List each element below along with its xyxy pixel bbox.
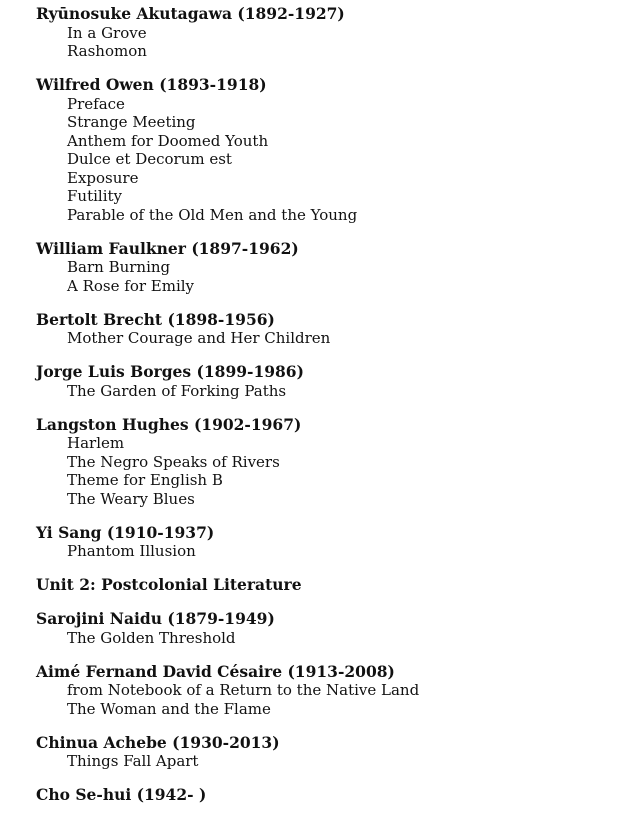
author-heading: Jorge Luis Borges (1899-1986) xyxy=(36,362,304,381)
author-group xyxy=(36,610,616,647)
work-title: The Weary Blues xyxy=(67,489,195,508)
work-title: Futility xyxy=(67,187,122,205)
author-group xyxy=(36,786,616,805)
work-title: The Woman and the Flame xyxy=(67,699,271,718)
author-heading: Yi Sang (1910-1937) xyxy=(36,522,215,542)
author-group xyxy=(36,734,616,771)
author-heading: Wilfred Owen (1893-1918) xyxy=(36,75,267,94)
author-heading: Ryūnosuke Akutagawa (1892-1927) xyxy=(36,4,345,23)
author-heading: Chinua Achebe (1930-2013) xyxy=(36,732,280,752)
unit-heading-group xyxy=(36,576,616,595)
author-group xyxy=(36,76,616,224)
work-title: The Negro Speaks of Rivers xyxy=(67,452,280,471)
work-title: Strange Meeting xyxy=(67,113,196,131)
work-title: A Rose for Emily xyxy=(67,276,195,295)
work-title: Exposure xyxy=(67,168,139,187)
work-title: from Notebook of a Return to the Native Land xyxy=(67,681,420,699)
author-group xyxy=(36,311,616,348)
work-title: Things Fall Apart xyxy=(67,752,199,770)
work-title: Theme for English B xyxy=(67,471,223,489)
author-heading: William Faulkner (1897-1962) xyxy=(36,238,299,258)
author-group xyxy=(36,524,616,561)
author-heading: Bertolt Brecht (1898-1956) xyxy=(36,309,275,329)
unit-heading: Unit 2: Postcolonial Literature xyxy=(36,575,302,594)
author-group xyxy=(36,416,616,509)
author-heading: Aimé Fernand David Césaire (1913-2008) xyxy=(36,661,395,681)
work-title: The Golden Threshold xyxy=(67,628,236,647)
work-title: Preface xyxy=(67,94,125,113)
work-title: Anthem for Doomed Youth xyxy=(67,131,269,150)
work-title: The Garden of Forking Paths xyxy=(67,381,287,400)
author-group xyxy=(36,363,616,400)
work-title: Mother Courage and Her Children xyxy=(67,329,331,347)
author-group xyxy=(36,240,616,296)
work-title: Harlem xyxy=(67,434,125,452)
author-heading: Cho Se-hui (1942- ) xyxy=(36,785,207,804)
work-title: Phantom Illusion xyxy=(67,542,196,560)
work-title: Barn Burning xyxy=(67,258,171,276)
author-group xyxy=(36,663,616,719)
author-heading: Sarojini Naidu (1879-1949) xyxy=(36,609,275,628)
author-group xyxy=(36,5,616,61)
reading-list xyxy=(36,5,616,820)
work-title: Parable of the Old Men and the Young xyxy=(67,205,358,224)
work-title: In a Grove xyxy=(67,23,147,42)
work-title: Dulce et Decorum est xyxy=(67,150,232,168)
work-title: Rashomon xyxy=(67,42,147,60)
author-heading: Langston Hughes (1902-1967) xyxy=(36,414,302,434)
